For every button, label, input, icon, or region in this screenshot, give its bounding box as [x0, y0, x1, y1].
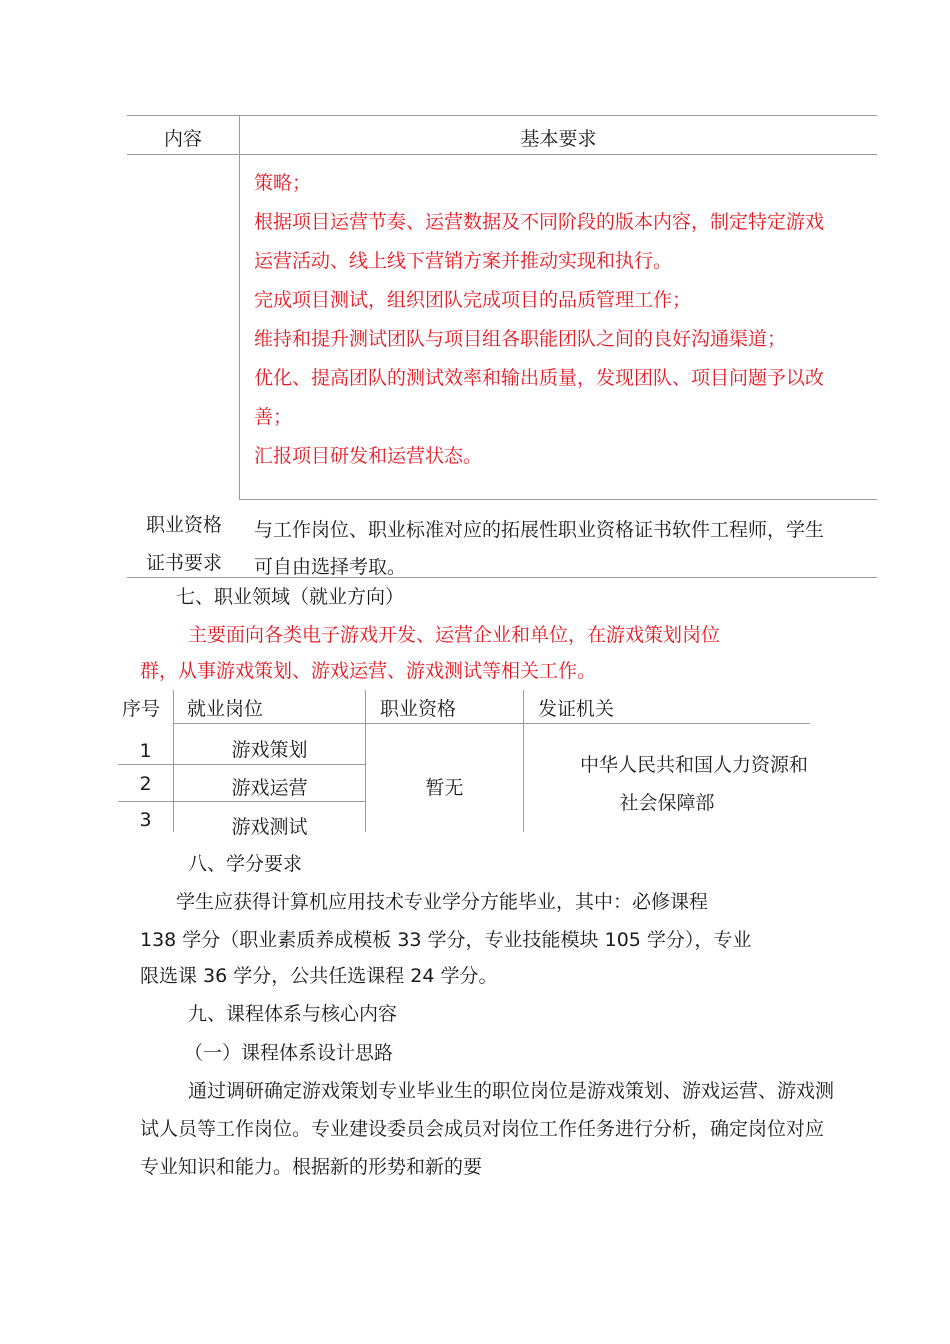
cert-label: 职业资格: [146, 514, 223, 536]
requirement-line: 运营活动、线上线下营销方案并推动实现和执行。: [254, 250, 673, 272]
section-8-text: 138 学分（职业素质养成模板 33 学分，专业技能模块 105 学分），专业: [140, 929, 752, 951]
section-8-heading: 八、学分要求: [188, 853, 303, 875]
qualification-cell: 暂无: [425, 777, 464, 799]
section-8-text: 学生应获得计算机应用技术专业学分方能毕业，其中：必修课程: [176, 891, 709, 913]
job-table-vline: [365, 690, 366, 832]
job-name: 游戏运营: [231, 777, 308, 799]
section-8-text: 限选课 36 学分，公共任选课程 24 学分。: [140, 965, 498, 987]
cert-label: 证书要求: [146, 552, 223, 574]
section-9-text: 专业知识和能力。根据新的形势和新的要: [140, 1156, 483, 1178]
job-table-row-rule: [118, 764, 365, 765]
section-9-text: 试人员等工作岗位。专业建设委员会成员对岗位工作任务进行分析，确定岗位对应: [140, 1118, 825, 1140]
requirement-line: 根据项目运营节奏、运营数据及不同阶段的版本内容，制定特定游戏: [254, 211, 825, 233]
cert-text: 可自由选择考取。: [254, 556, 407, 578]
requirement-line: 策略；: [254, 172, 312, 194]
issuer-cell: 中华人民共和国人力资源和: [579, 754, 808, 776]
table-column-divider: [239, 115, 240, 499]
section-9-subheading: （一）课程体系设计思路: [184, 1042, 394, 1064]
requirement-line: 善；: [254, 406, 293, 428]
job-table-row-rule: [118, 801, 365, 802]
header-requirement-label: 基本要求: [520, 128, 597, 150]
job-table-header: 职业资格: [380, 698, 457, 720]
requirement-line: 汇报项目研发和运营状态。: [254, 445, 483, 467]
requirement-line: 优化、提高团队的测试效率和输出质量，发现团队、项目问题予以改: [254, 367, 825, 389]
job-table-header: 发证机关: [538, 698, 615, 720]
table-bottom-rule: [127, 577, 877, 578]
table-row-rule: [239, 499, 877, 500]
job-name: 游戏策划: [231, 739, 308, 761]
job-table-header: 就业岗位: [187, 698, 264, 720]
job-table-header: 序号: [122, 698, 161, 720]
job-name: 游戏测试: [231, 816, 308, 838]
header-content-label: 内容: [163, 128, 202, 150]
row-number: 2: [139, 773, 152, 795]
section-9-text: 通过调研确定游戏策划专业毕业生的职位岗位是游戏策划、游戏运营、游戏测: [188, 1080, 835, 1102]
row-number: 1: [139, 740, 152, 762]
section-7-text: 群，从事游戏策划、游戏运营、游戏测试等相关工作。: [140, 660, 597, 682]
section-7-heading: 七、职业领域（就业方向）: [176, 586, 405, 608]
cert-text: 与工作岗位、职业标准对应的拓展性职业资格证书软件工程师，学生: [254, 519, 825, 541]
requirement-line: 完成项目测试，组织团队完成项目的品质管理工作；: [254, 289, 692, 311]
issuer-cell: 社会保障部: [619, 792, 715, 814]
row-number: 3: [139, 809, 152, 831]
section-7-text: 主要面向各类电子游戏开发、运营企业和单位，在游戏策划岗位: [188, 624, 721, 646]
requirement-line: 维持和提升测试团队与项目组各职能团队之间的良好沟通渠道；: [254, 328, 787, 350]
job-table-header-rule: [173, 723, 810, 724]
section-9-heading: 九、课程体系与核心内容: [188, 1003, 398, 1025]
